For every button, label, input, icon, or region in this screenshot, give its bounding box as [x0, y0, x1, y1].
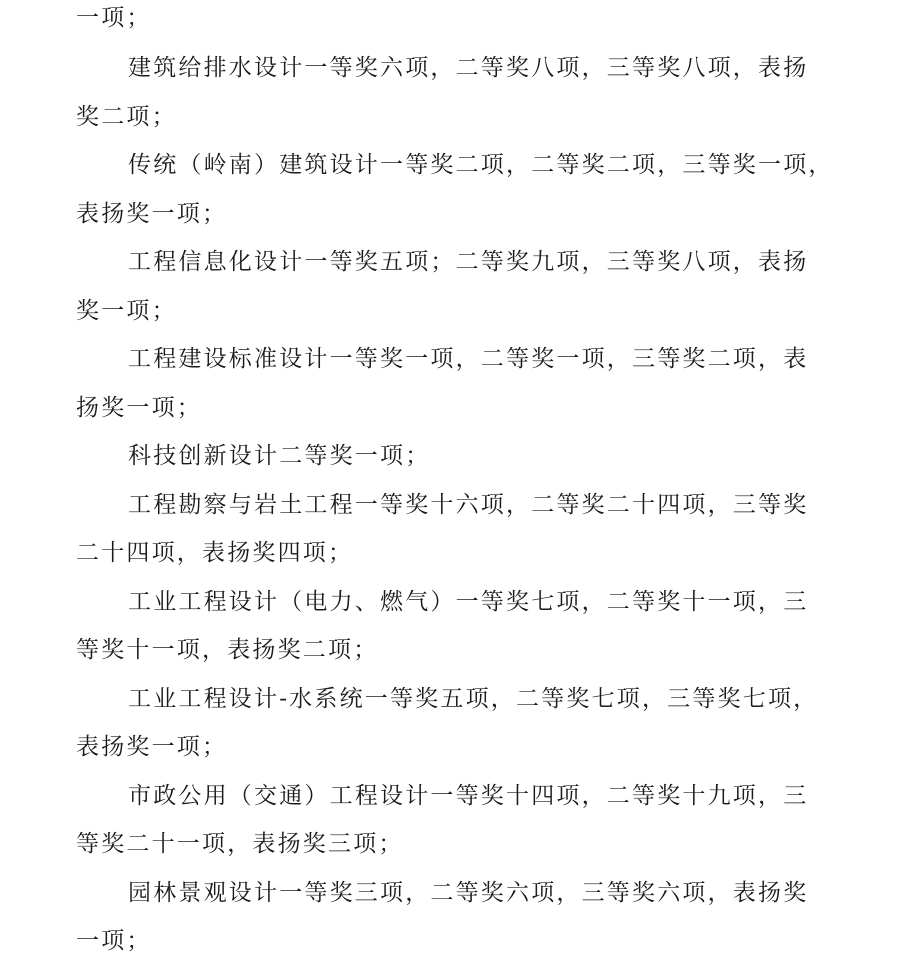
text-line: 工程建设标准设计一等奖一项，二等奖一项，三等奖二项，表	[128, 346, 809, 372]
text-line: 科技创新设计二等奖一项；	[128, 443, 431, 469]
text-line: 奖一项；	[76, 298, 177, 324]
text-line: 工程勘察与岩土工程一等奖十六项，二等奖二十四项，三等奖	[128, 492, 809, 518]
text-line: 一项；	[76, 5, 152, 31]
text-line: 等奖十一项，表扬奖二项；	[76, 637, 379, 663]
text-line: 工程信息化设计一等奖五项；二等奖九项，三等奖八项，表扬	[128, 249, 809, 275]
text-line: 二十四项，表扬奖四项；	[76, 540, 354, 566]
text-line: 一项；	[76, 928, 152, 954]
text-line: 传统（岭南）建筑设计一等奖二项，二等奖二项，三等奖一项，	[128, 152, 834, 178]
text-line: 工业工程设计（电力、燃气）一等奖七项，二等奖十一项，三	[128, 589, 809, 615]
text-line: 市政公用（交通）工程设计一等奖十四项，二等奖十九项，三	[128, 783, 809, 809]
text-line: 建筑给排水设计一等奖六项，二等奖八项，三等奖八项，表扬	[128, 55, 809, 81]
text-line: 奖二项；	[76, 104, 177, 130]
text-line: 园林景观设计一等奖三项，二等奖六项，三等奖六项，表扬奖	[128, 880, 809, 906]
text-line: 扬奖一项；	[76, 395, 202, 421]
text-line: 工业工程设计-水系统一等奖五项，二等奖七项，三等奖七项，	[128, 686, 819, 712]
text-line: 表扬奖一项；	[76, 201, 228, 227]
text-line: 表扬奖一项；	[76, 734, 228, 760]
text-line: 等奖二十一项，表扬奖三项；	[76, 831, 404, 857]
